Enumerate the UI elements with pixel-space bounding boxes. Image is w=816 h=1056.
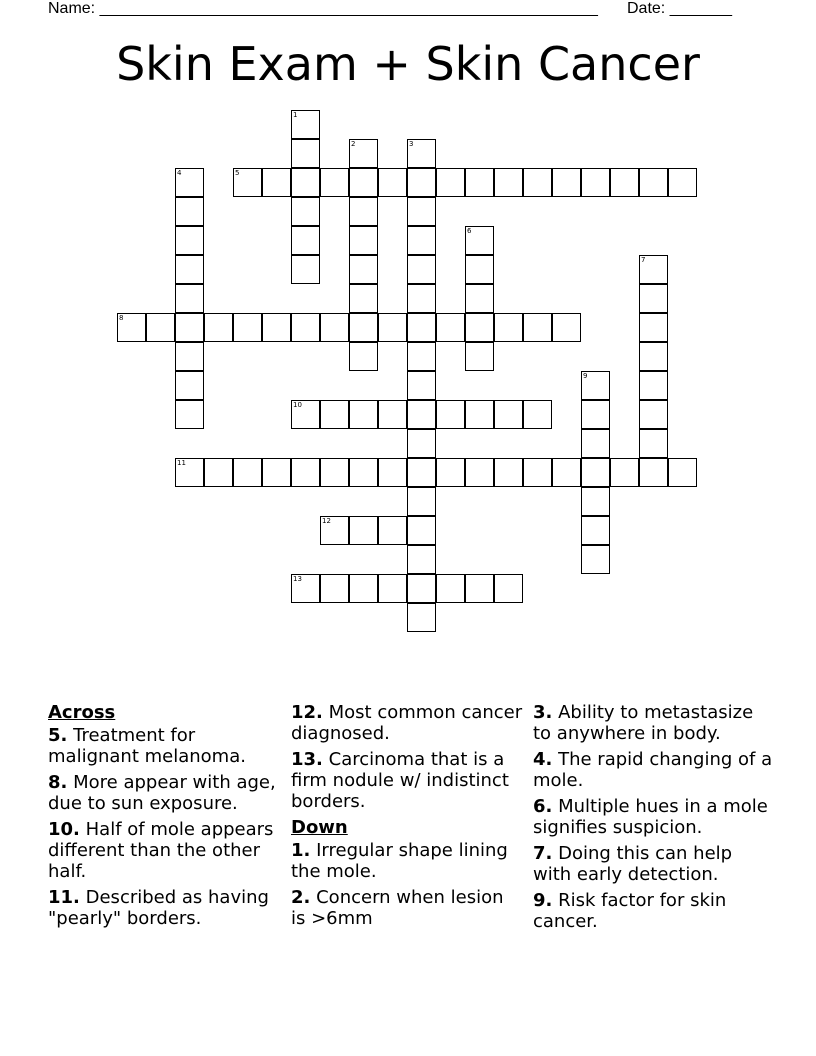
crossword-cell[interactable] [349, 168, 378, 197]
crossword-cell[interactable] [407, 255, 436, 284]
crossword-cell[interactable] [465, 313, 494, 342]
crossword-cell[interactable] [581, 545, 610, 574]
crossword-cell[interactable] [378, 516, 407, 545]
crossword-cell[interactable] [639, 313, 668, 342]
clue-column-2 [291, 702, 523, 934]
crossword-cell[interactable] [320, 313, 349, 342]
crossword-cell[interactable] [291, 168, 320, 197]
crossword-cell[interactable] [320, 574, 349, 603]
crossword-cell[interactable] [407, 226, 436, 255]
crossword-cell[interactable] [639, 284, 668, 313]
crossword-cell[interactable] [523, 168, 552, 197]
clue-number: 7. [533, 843, 553, 864]
crossword-cell[interactable] [407, 574, 436, 603]
crossword-cell[interactable] [175, 371, 204, 400]
name-line[interactable]: Name: ________________________________________________________ [48, 0, 598, 17]
cell-number: 9 [583, 372, 588, 380]
crossword-cell[interactable] [494, 458, 523, 487]
crossword-cell[interactable] [291, 110, 320, 139]
crossword-cell[interactable] [436, 574, 465, 603]
crossword-cell[interactable] [494, 574, 523, 603]
crossword-cell[interactable] [407, 545, 436, 574]
crossword-cell[interactable] [407, 371, 436, 400]
clue-across-12 [291, 702, 523, 744]
cell-number: 12 [322, 517, 331, 525]
clue-number: 13. [291, 749, 323, 770]
crossword-cell[interactable] [581, 371, 610, 400]
crossword-cell[interactable] [378, 574, 407, 603]
crossword-cell[interactable] [407, 313, 436, 342]
crossword-cell[interactable] [465, 400, 494, 429]
crossword-cell[interactable] [407, 458, 436, 487]
crossword-cell[interactable] [465, 342, 494, 371]
crossword-cell[interactable] [291, 400, 320, 429]
crossword-cell[interactable] [320, 458, 349, 487]
crossword-cell[interactable] [378, 168, 407, 197]
crossword-cell[interactable] [320, 168, 349, 197]
cell-number: 11 [177, 459, 186, 467]
clue-down-3 [533, 702, 773, 744]
crossword-cell[interactable] [407, 603, 436, 632]
cell-number: 7 [641, 256, 646, 264]
crossword-cell[interactable] [349, 226, 378, 255]
crossword-cell[interactable] [175, 226, 204, 255]
crossword-cell[interactable] [668, 168, 697, 197]
crossword-cell[interactable] [465, 226, 494, 255]
clue-down-9 [533, 890, 773, 932]
crossword-cell[interactable] [175, 313, 204, 342]
crossword-cell[interactable] [581, 429, 610, 458]
clue-column-1 [48, 702, 284, 934]
crossword-cell[interactable] [291, 255, 320, 284]
crossword-cell[interactable] [552, 313, 581, 342]
clue-text: Concern when lesion is >6mm [291, 887, 504, 929]
clue-text: Multiple hues in a mole signifies suspicion. [533, 796, 768, 838]
clue-down-4 [533, 749, 773, 791]
crossword-cell[interactable] [320, 400, 349, 429]
crossword-cell[interactable] [523, 458, 552, 487]
cell-number: 8 [119, 314, 124, 322]
crossword-cell[interactable] [639, 342, 668, 371]
clue-text: Carcinoma that is a firm nodule w/ indistinct borders. [291, 749, 509, 812]
crossword-cell[interactable] [465, 168, 494, 197]
down-heading: Down [291, 817, 348, 838]
clue-across-13 [291, 749, 523, 812]
clue-down-7 [533, 843, 773, 885]
crossword-cell[interactable] [349, 139, 378, 168]
crossword-cell[interactable] [465, 255, 494, 284]
cell-number: 6 [467, 227, 472, 235]
crossword-cell[interactable] [291, 197, 320, 226]
clue-down-2 [291, 887, 523, 929]
crossword-cell[interactable] [639, 371, 668, 400]
crossword-cell[interactable] [494, 400, 523, 429]
clue-across-5 [48, 725, 284, 767]
crossword-cell[interactable] [349, 516, 378, 545]
crossword-cell[interactable] [552, 458, 581, 487]
crossword-cell[interactable] [233, 458, 262, 487]
crossword-cell[interactable] [378, 400, 407, 429]
crossword-cell[interactable] [291, 458, 320, 487]
clue-number: 4. [533, 749, 553, 770]
clue-text: Doing this can help with early detection. [533, 843, 733, 885]
crossword-cell[interactable] [523, 313, 552, 342]
cell-number: 3 [409, 140, 414, 148]
crossword-cell[interactable] [349, 255, 378, 284]
crossword-cell[interactable] [407, 284, 436, 313]
clue-down-6 [533, 796, 773, 838]
crossword-cell[interactable] [175, 255, 204, 284]
clue-text: Described as having "pearly" borders. [48, 887, 269, 929]
crossword-cell[interactable] [378, 313, 407, 342]
crossword-cell[interactable] [407, 168, 436, 197]
crossword-cell[interactable] [465, 284, 494, 313]
crossword-cell[interactable] [494, 168, 523, 197]
crossword-cell[interactable] [465, 458, 494, 487]
crossword-cell[interactable] [668, 458, 697, 487]
clue-column-3 [533, 702, 773, 937]
crossword-cell[interactable] [407, 197, 436, 226]
crossword-cell[interactable] [407, 139, 436, 168]
crossword-cell[interactable] [639, 429, 668, 458]
crossword-cell[interactable] [610, 168, 639, 197]
clue-across-8 [48, 772, 284, 814]
crossword-cell[interactable] [639, 255, 668, 284]
clue-number: 5. [48, 725, 68, 746]
crossword-cell[interactable] [407, 516, 436, 545]
crossword-cell[interactable] [291, 574, 320, 603]
crossword-cell[interactable] [581, 516, 610, 545]
clue-number: 2. [291, 887, 311, 908]
crossword-cell[interactable] [262, 168, 291, 197]
crossword-cell[interactable] [349, 313, 378, 342]
crossword-cell[interactable] [117, 313, 146, 342]
clue-text: Irregular shape lining the mole. [291, 840, 508, 882]
crossword-cell[interactable] [436, 458, 465, 487]
clue-text: Most common cancer diagnosed. [291, 702, 523, 744]
crossword-cell[interactable] [436, 400, 465, 429]
crossword-cell[interactable] [175, 342, 204, 371]
crossword-cell[interactable] [581, 458, 610, 487]
crossword-cell[interactable] [610, 458, 639, 487]
clue-number: 11. [48, 887, 80, 908]
crossword-cell[interactable] [523, 400, 552, 429]
clue-text: Half of mole appears different than the other half. [48, 819, 274, 882]
cell-number: 1 [293, 111, 298, 119]
page-title: Skin Exam + Skin Cancer [116, 37, 700, 91]
crossword-cell[interactable] [175, 400, 204, 429]
crossword-cell[interactable] [349, 458, 378, 487]
crossword-cell[interactable] [407, 429, 436, 458]
crossword-cell[interactable] [233, 313, 262, 342]
crossword-cell[interactable] [349, 400, 378, 429]
crossword-cell[interactable] [204, 458, 233, 487]
clue-text: Treatment for malignant melanoma. [48, 725, 246, 767]
clues-section [0, 702, 816, 1002]
crossword-cell[interactable] [407, 487, 436, 516]
crossword-cell[interactable] [639, 458, 668, 487]
crossword-cell[interactable] [581, 400, 610, 429]
cell-number: 4 [177, 169, 182, 177]
crossword-cell[interactable] [581, 168, 610, 197]
crossword-cell[interactable] [407, 342, 436, 371]
header [48, 0, 748, 22]
clue-number: 10. [48, 819, 80, 840]
clue-text: Risk factor for skin cancer. [533, 890, 727, 932]
clue-number: 8. [48, 772, 68, 793]
clue-text: The rapid changing of a mole. [533, 749, 773, 791]
clue-number: 12. [291, 702, 323, 723]
cell-number: 2 [351, 140, 356, 148]
crossword-cell[interactable] [349, 284, 378, 313]
crossword-cell[interactable] [175, 284, 204, 313]
crossword-cell[interactable] [436, 168, 465, 197]
crossword-cell[interactable] [378, 458, 407, 487]
clue-number: 3. [533, 702, 553, 723]
clue-text: Ability to metastasize to anywhere in body. [533, 702, 754, 744]
crossword-cell[interactable] [291, 226, 320, 255]
clue-text: More appear with age, due to sun exposure. [48, 772, 276, 814]
date-line[interactable]: Date: _______ [627, 0, 732, 17]
cell-number: 5 [235, 169, 240, 177]
clue-down-1 [291, 840, 523, 882]
crossword-cell[interactable] [320, 516, 349, 545]
crossword-cell[interactable] [465, 574, 494, 603]
crossword-cell[interactable] [262, 313, 291, 342]
cell-number: 10 [293, 401, 302, 409]
clue-across-10 [48, 819, 284, 882]
crossword-cell[interactable] [175, 458, 204, 487]
across-heading: Across [48, 702, 116, 723]
clue-number: 9. [533, 890, 553, 911]
clue-across-11 [48, 887, 284, 929]
crossword-cell[interactable] [407, 400, 436, 429]
clue-number: 1. [291, 840, 311, 861]
crossword-cell[interactable] [204, 313, 233, 342]
crossword-cell[interactable] [291, 313, 320, 342]
crossword-cell[interactable] [233, 168, 262, 197]
crossword-cell[interactable] [581, 487, 610, 516]
crossword-cell[interactable] [291, 139, 320, 168]
crossword-cell[interactable] [552, 168, 581, 197]
crossword-cell[interactable] [349, 197, 378, 226]
crossword-cell[interactable] [494, 313, 523, 342]
crossword-cell[interactable] [175, 168, 204, 197]
crossword-cell[interactable] [639, 168, 668, 197]
crossword-cell[interactable] [349, 342, 378, 371]
cell-number: 13 [293, 575, 302, 583]
crossword-cell[interactable] [262, 458, 291, 487]
crossword-cell[interactable] [436, 313, 465, 342]
crossword-cell[interactable] [639, 400, 668, 429]
clue-number: 6. [533, 796, 553, 817]
crossword-cell[interactable] [146, 313, 175, 342]
crossword-cell[interactable] [349, 574, 378, 603]
crossword-cell[interactable] [175, 197, 204, 226]
